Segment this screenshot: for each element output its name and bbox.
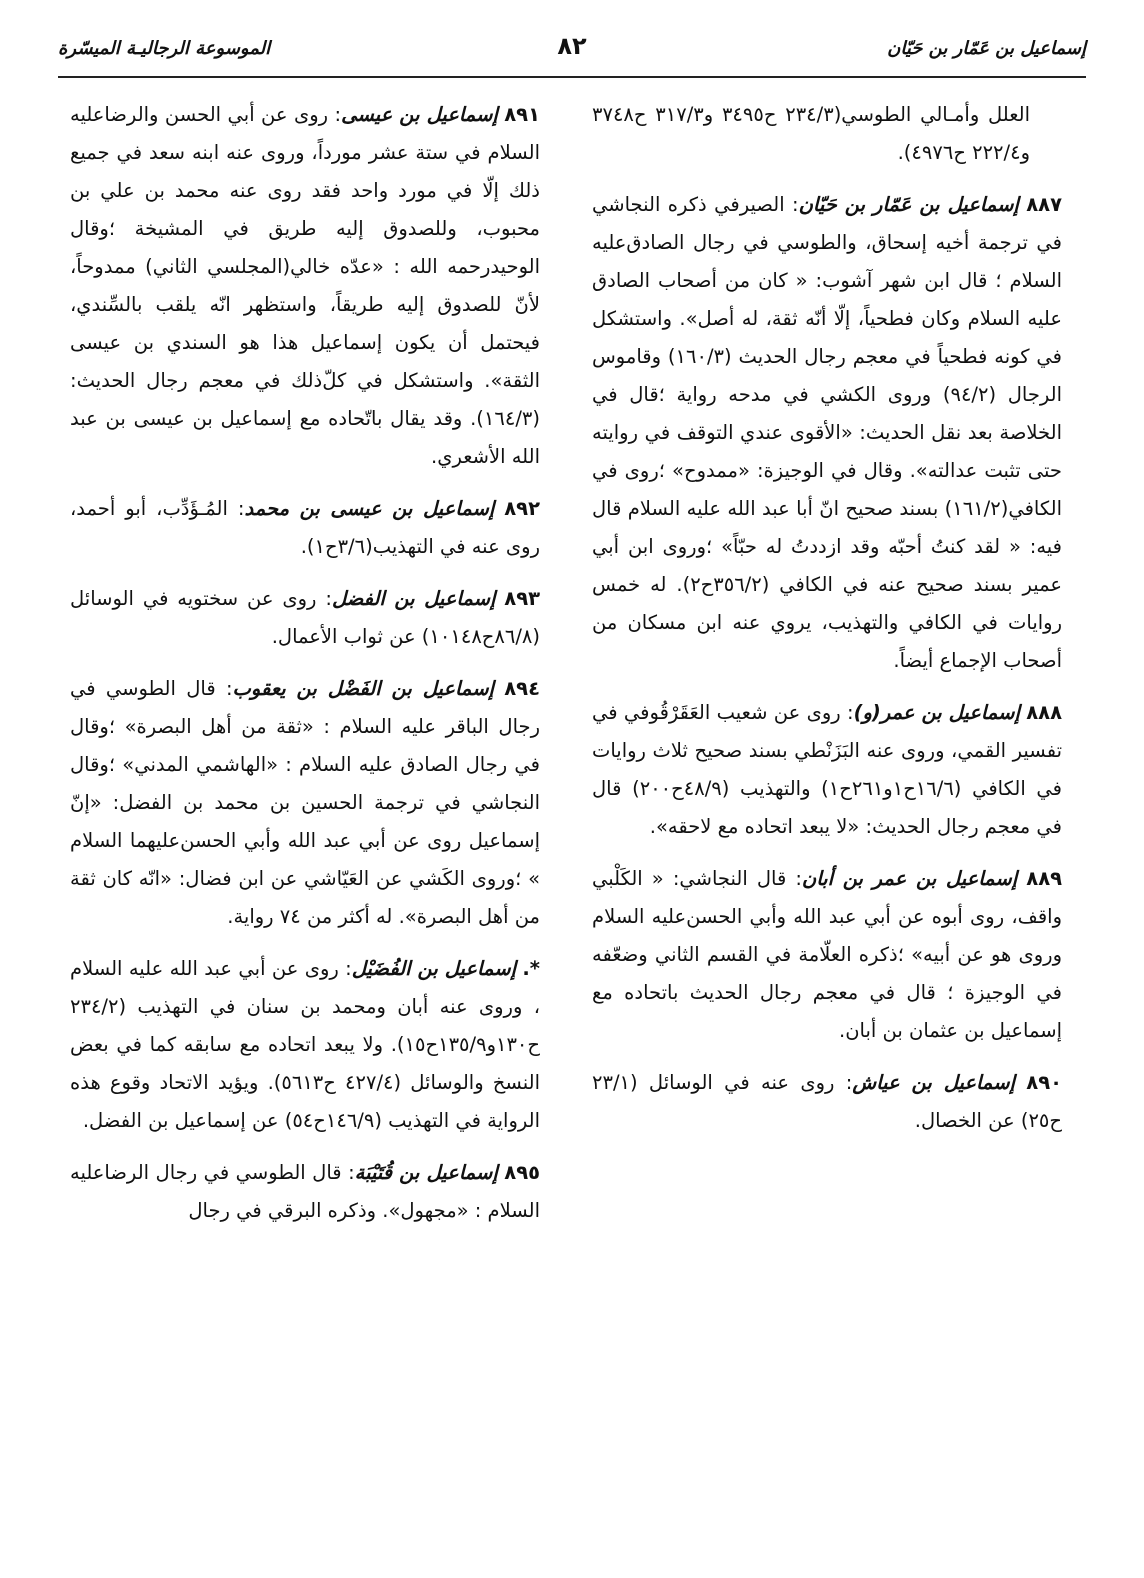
header-book-title: الموسوعة الرجاليـة الميسّرة [58,38,271,59]
entry-890 [592,1064,1062,1140]
entry-text: : روى عن شعيب العَقَرْقُوفي في تفسير القمي، وروى عنه البَزَنْطي بسند صحيح ثلاث روايات في الكافي (١٦/٦ح١و٢٦١ح١) والتهذيب (٤٨/٩ح٢٠٠) قال في معجم رجال الحديث: «لا يبعد اتحاده مع لاحقه». [592,701,1062,838]
entry-number: ٨٩٢ [504,497,540,520]
entry-text: : روى عنه في الوسائل (٢٣/١ ح٢٥) عن الخصال. [592,1071,1062,1132]
entry-name: إسماعيل بن عَمّار بن حَيّان [798,193,1019,216]
entry-text: : المُـؤَدِّب، أبو أحمد، روى عنه في التهذيب(٣/٦ح١). [70,497,540,558]
entry-887 [592,186,1062,680]
entry-number: ٨٩٥ [504,1161,541,1184]
entry-name: إسماعيل بن الفَضْل بن يعقوب [232,677,494,700]
entry-888 [592,694,1062,846]
running-header [58,22,1086,74]
entry-name: إسماعيل بن عياش [852,1071,1015,1094]
entry-text: : قال النجاشي: « الكَلْبي واقف، روى أبوه عن أبي عبد الله وأبي الحسن‌عليه السلام وروى هو عن أبيه» ؛ذكره العلّامة في القسم الثاني وضعّفه في الوجيزة ؛ قال في معجم رجال الحديث باتحاده مع إسماعيل بن عثمان بن أبان. [592,867,1062,1042]
entry-number: ٨٨٩ [1026,867,1063,890]
entry-name: إسماعيل بن الفُضَيْل [351,957,517,980]
page-number: ٨٢ [557,32,587,60]
entry-number: ٨٩١ [504,103,540,126]
entry-number: ٨٩٣ [504,587,541,610]
entry-895 [70,1154,540,1230]
entry-name: إسماعيل بن الفضل [331,587,496,610]
entry-889 [592,860,1062,1050]
entry-893 [70,580,540,656]
entry-starred [70,950,540,1140]
entry-name: إسماعيل بن عمر بن أبان [801,867,1018,890]
entry-text: : الصيرفي ذكره النجاشي في ترجمة أخيه إسحاق، والطوسي في رجال الصادق‌عليه السلام ؛ قال ابن شهر آشوب: « كان من أصحاب الصادق عليه السلام وكان فطحياً، إلّا أنّه ثقة، له أصل». واستشكل في كونه فطحياً في معجم رجال الحديث (١٦٠/٣) وقاموس الرجال (٩٤/٢) وروى الكشي في مدحه رواية ؛قال في الخلاصة بعد نقل الحديث: «الأقوى عندي التوقف في روايته حتى تثبت عدالته». وقال في الوجيزة: «ممدوح» ؛روى في الكافي(١٦١/٢) بسند صحيح انّ أبا عبد الله عليه السلام قال فيه: « لقد كنتُ أحبّه وقد ازددتُ له حبّاً» ؛وروى ابن أبي عمير بسند صحيح عنه في الكافي (٣٥٦/٢ح٢). له خمس روايات في الكافي والتهذيب، يروي عنه ابن مسكان من أصحاب الإجماع أيضاً. [592,193,1062,672]
entry-number: ٨٨٧ [1026,193,1062,216]
header-divider [58,76,1086,78]
continuation-paragraph: العلل وأمـالي الطوسي(٢٣٤/٣ ح٣٤٩٥ و٣١٧/٣ ح٣٧٤٨ و٢٢٢/٤ ح٤٩٧٦). [592,103,1030,164]
entry-name: إسماعيل بن عيسى [341,103,498,126]
right-column [592,96,1062,1154]
entry-name: إسماعيل بن عيسى بن محمد [244,497,495,520]
entry-892 [70,490,540,566]
entry-name: إسماعيل بن قُتَيْبَة [354,1161,498,1184]
header-entry-title: إسماعيل بن عَمّار بن حَيّان [887,38,1086,59]
entry-894 [70,670,540,936]
entry-text: : روى عن أبي الحسن والرضا‌عليه السلام في ستة عشر مورداً، وروى عنه ابنه سعد في جميع ذلك إلّا في مورد واحد فقد روى عنه محمد بن علي بن محبوب، وللصدوق إليه طريق في المشيخة ؛وقال الوحيد‌رحمه الله : «عدّه خالي(المجلسي الثاني) ممدوحاً، لأنّ للصدوق إليه طريقاً، واستظهر انّه يلقب بالسِّندي، فيحتمل أن يكون إسماعيل هذا هو السندي بن عيسى الثقة». واستشكل في كلّ‌ذلك في معجم رجال الحديث: (١٦٤/٣). وقد يقال باتّحاده مع إسماعيل بن عيسى بن عبد الله الأشعري. [70,103,540,468]
entry-text: : روى عن أبي عبد الله عليه السلام ، وروى عنه أبان ومحمد بن سنان في التهذيب (٢٣٤/٢ ح١٣٠و١٣٥/٩ح١٥). ولا يبعد اتحاده مع سابقه كما في بعض النسخ والوسائل (٤٢٧/٤ ح٥٦١٣). ويؤيد الاتحاد وقوع هذه الرواية في التهذيب (١٤٦/٩ح٥٤) عن إسماعيل بن الفضل. [70,957,540,1132]
entry-891 [70,96,540,476]
left-column [70,96,540,1244]
entry-text: : روى عن سختويه في الوسائل (٨٦/٨ح١٠١٤٨) عن ثواب الأعمال. [70,587,540,648]
entry-text: : قال الطوسي في رجال الباقر عليه السلام : «ثقة من أهل البصرة» ؛وقال في رجال الصادق عليه السلام : «الهاشمي المدني» ؛وقال النجاشي في ترجمة الحسين بن محمد بن الفضل: «إنّ إسماعيل روى عن أبي عبد الله وأبي الحسن‌عليهما السلام » ؛وروى الكَشي عن العَيّاشي عن ابن فضال: «انّه كان ثقة من أهل البصرة». له أكثر من ٧٤ رواية. [70,677,540,928]
entry-number: ٨٩٤ [504,677,540,700]
entry-number: ٨٩٠ [1026,1071,1063,1094]
entry-text: : قال الطوسي في رجال الرضا‌عليه السلام : «مجهول». وذكره البرقي في رجال [70,1161,540,1222]
entry-number: *. [522,957,540,980]
entry-name: إسماعيل بن عمر(و) [853,701,1020,724]
entry-number: ٨٨٨ [1026,701,1062,724]
